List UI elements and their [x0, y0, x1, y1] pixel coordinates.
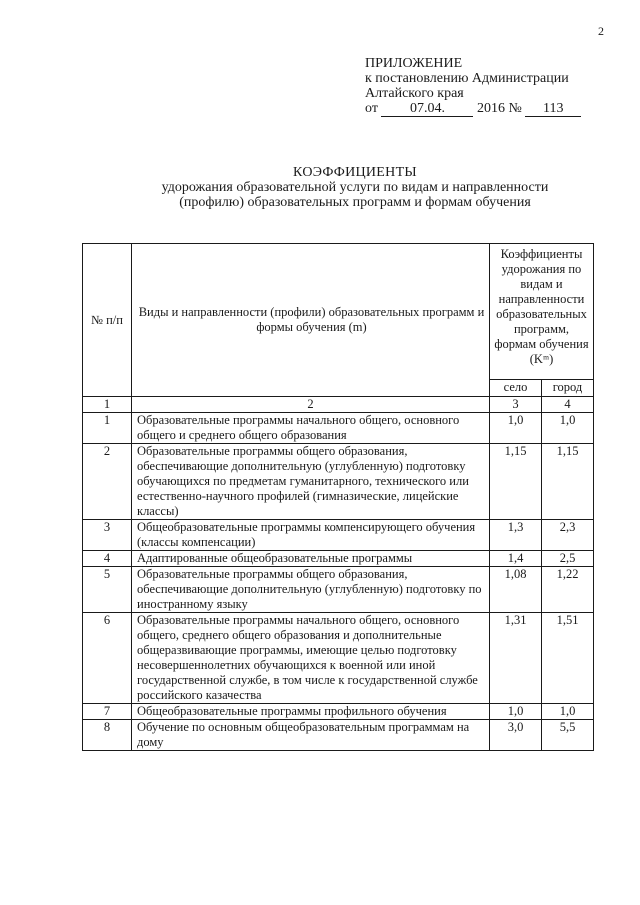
row-city: 2,3	[542, 520, 594, 551]
row-city: 1,51	[542, 613, 594, 704]
order-number: 113	[525, 102, 581, 117]
row-village: 1,4	[490, 551, 542, 567]
row-village: 1,0	[490, 413, 542, 444]
header-name: Виды и направленности (профили) образовательных программ и формы обучения (m)	[132, 244, 490, 397]
date-value: 07.04.	[381, 102, 473, 117]
row-name: Обучение по основным общеобразовательным программам на дому	[132, 720, 490, 751]
row-name: Адаптированные общеобразовательные программы	[132, 551, 490, 567]
appendix-line-region: Алтайского края	[365, 86, 464, 101]
header-coefficients	[490, 244, 594, 380]
row-num: 8	[83, 720, 132, 751]
index-cell: 2	[132, 397, 490, 413]
index-cell: 4	[542, 397, 594, 413]
row-name: Общеобразовательные программы компенсирующего обучения (классы компенсации)	[132, 520, 490, 551]
row-name: Образовательные программы общего образования, обеспечивающие дополнительную (углубленную) подготовку обучающихся по предметам гуманитарного, технического или естественно-научного профилей (гимназические, лицейские классы)	[132, 444, 490, 520]
row-name: Общеобразовательные программы профильного обучения	[132, 704, 490, 720]
table-header-row	[83, 244, 594, 380]
row-village: 3,0	[490, 720, 542, 751]
row-village: 1,0	[490, 704, 542, 720]
row-num: 1	[83, 413, 132, 444]
title-line-1: КОЭФФИЦИЕНТЫ	[293, 165, 417, 180]
row-num: 5	[83, 567, 132, 613]
index-cell: 3	[490, 397, 542, 413]
row-city: 5,5	[542, 720, 594, 751]
row-village: 1,15	[490, 444, 542, 520]
header-num: № п/п	[83, 244, 132, 397]
row-name: Образовательные программы начального общего, основного общего, среднего общего образования и дополнительные общеразвивающие программы, имеющие целью подготовку несовершеннолетних обучающихся к военной или иной государственной службе, в том числе к государственной службе российского казачества	[132, 613, 490, 704]
coefficients-table	[82, 243, 594, 751]
row-city: 1,15	[542, 444, 594, 520]
year-text: 2016 №	[476, 101, 522, 116]
header-village: село	[490, 380, 542, 397]
title-line-3: (профилю) образовательных программ и формам обучения	[179, 195, 531, 210]
table-row	[83, 613, 594, 704]
header-coefficients-text: Коэффициенты удорожания по видам и направленности образовательных программ, формам обучения	[494, 247, 589, 351]
header-city: город	[542, 380, 594, 397]
row-num: 6	[83, 613, 132, 704]
table-row	[83, 413, 594, 444]
appendix-line-resolution: к постановлению Администрации	[365, 71, 569, 86]
row-num: 2	[83, 444, 132, 520]
row-village: 1,31	[490, 613, 542, 704]
table-row	[83, 720, 594, 751]
document-title	[0, 165, 640, 210]
index-cell: 1	[83, 397, 132, 413]
row-city: 1,22	[542, 567, 594, 613]
date-prefix: от	[365, 101, 378, 116]
title-line-2: удорожания образовательной услуги по видам и направленности	[161, 180, 549, 195]
appendix-date-line	[365, 101, 581, 117]
row-num: 4	[83, 551, 132, 567]
row-name: Образовательные программы общего образования, обеспечивающие дополнительную (углубленную) подготовку по иностранному языку	[132, 567, 490, 613]
row-village: 1,3	[490, 520, 542, 551]
row-village: 1,08	[490, 567, 542, 613]
row-city: 1,0	[542, 413, 594, 444]
row-city: 2,5	[542, 551, 594, 567]
appendix-block	[365, 56, 581, 117]
row-num: 3	[83, 520, 132, 551]
table-row	[83, 520, 594, 551]
table-index-row	[83, 397, 594, 413]
page-number: 2	[598, 24, 604, 38]
table-row	[83, 567, 594, 613]
row-name: Образовательные программы начального общего, основного общего и среднего общего образования	[132, 413, 490, 444]
table-row	[83, 704, 594, 720]
table-row	[83, 444, 594, 520]
row-num: 7	[83, 704, 132, 720]
row-city: 1,0	[542, 704, 594, 720]
appendix-heading: ПРИЛОЖЕНИЕ	[365, 56, 463, 71]
header-coefficients-symbol: (Kᵐ)	[529, 352, 554, 366]
table-row	[83, 551, 594, 567]
